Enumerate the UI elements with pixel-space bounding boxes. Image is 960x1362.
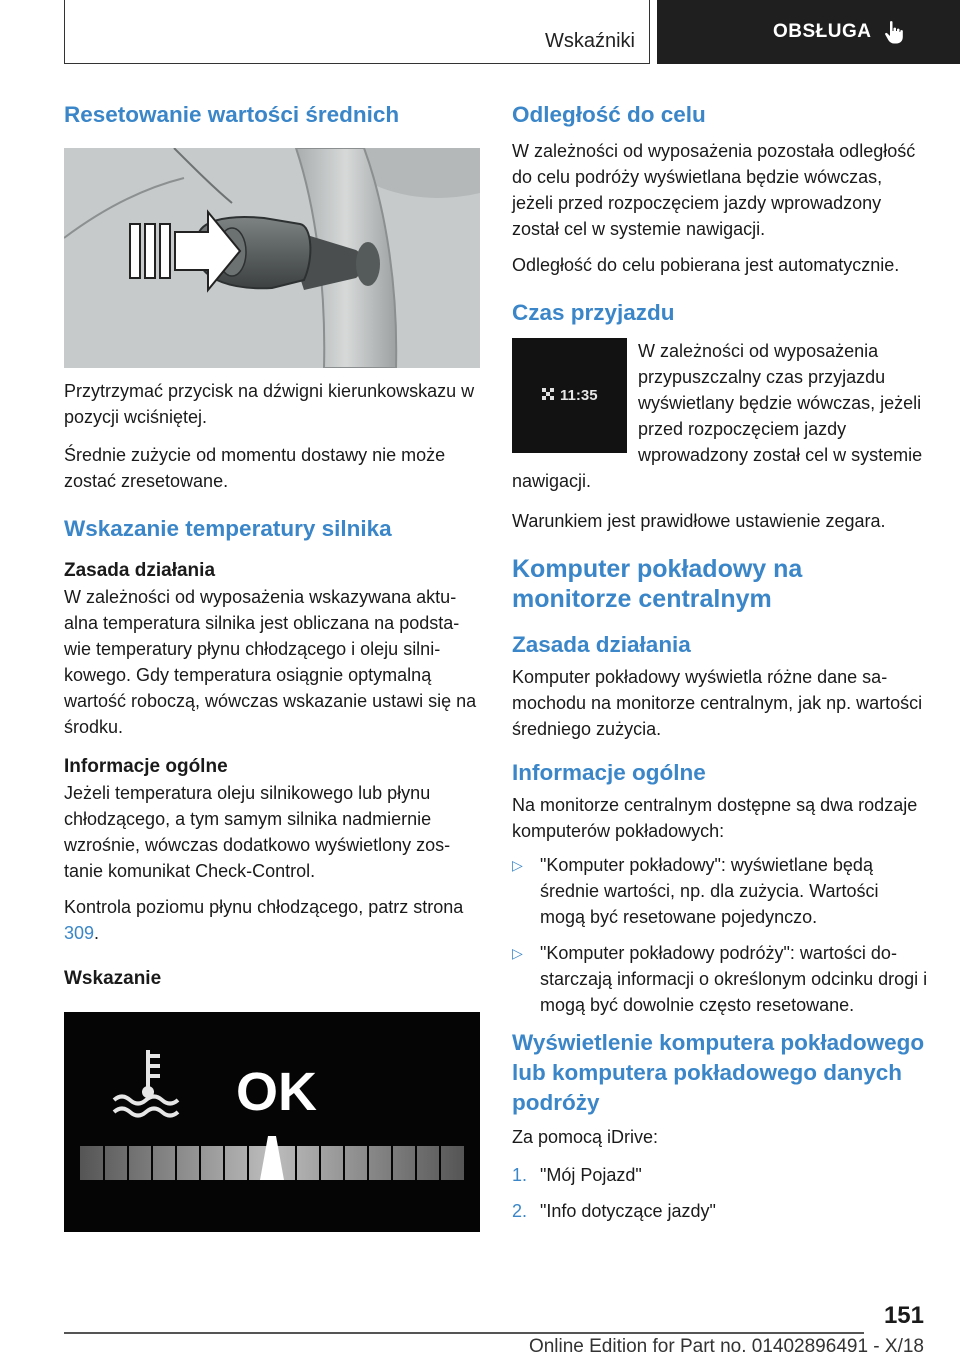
paragraph-distance-auto: Odległość do celu pobierana jest automatycznie. — [512, 255, 900, 275]
left-column — [64, 100, 480, 1232]
heading-reset-averages: Resetowanie wartości średnich — [64, 102, 400, 127]
paragraph-computer-principle: Komputer pokładowy wyświetla różne dane samochodu na monitorze centralnym, jak np. wartości średniego zużycia. — [512, 667, 923, 739]
edition-note: Online Edition for Part no. 01402896491 - X/18 — [528, 1336, 924, 1357]
arrival-time-display-image — [512, 338, 627, 453]
subheading-principle: Zasada działania — [64, 560, 216, 581]
heading-principle: Zasada działania — [512, 632, 691, 657]
coolant-check-text: Kontrola poziomu płynu chłodzącego, patrz strona — [64, 897, 464, 917]
step-item[interactable] — [512, 1162, 928, 1188]
paragraph-average-reset: Średnie zużycie od momentu dostawy nie może zostać zresetowane. — [64, 445, 446, 491]
paragraph-hold-button: Przytrzymać przycisk na dźwigni kierunkowskazu w pozycji wciśniętej. — [64, 381, 475, 427]
step-text: "Info dotyczące jazdy" — [540, 1201, 716, 1221]
paragraph-clock: Warunkiem jest prawidłowe ustawienie zegara. — [512, 511, 886, 531]
paragraph-arrival-time: W zależności od wyposażenia przypuszczalny czas przyjazdu wyświetlany będzie wówczas, jeżeli przed rozpoczęciem jazdy wprowadzony został cel w systemie nawigacji. — [512, 341, 923, 491]
right-column — [512, 100, 928, 1234]
computer-types-list — [512, 852, 928, 1018]
chapter-label: OBSŁUGA — [773, 21, 872, 42]
subheading-general-info: Informacje ogólne — [64, 756, 228, 777]
step-number: 1. — [512, 1165, 528, 1185]
heading-general-info: Informacje ogólne — [512, 760, 706, 785]
engine-temperature-display-image — [64, 1012, 480, 1232]
step-item[interactable] — [512, 1198, 928, 1224]
paragraph-distance: W zależności od wyposażenia pozostała odległość do celu podróży wyświetlana będzie wówczas, jeżeli przed rozpoczęciem jazdy wprowadzony został cel w systemie nawigacji. — [512, 141, 916, 239]
step-text: "Mój Pojazd" — [540, 1165, 642, 1185]
running-header — [64, 0, 650, 64]
arrival-time-value: 11:35 — [560, 387, 598, 404]
triangle-bullet-icon: ▷ — [512, 945, 523, 961]
paragraph-coolant-check — [64, 894, 480, 946]
heading-onboard-computer: Komputer pokładowy na monitorze centralnym — [512, 555, 803, 613]
coolant-check-end: . — [94, 923, 100, 943]
step-number: 2. — [512, 1201, 528, 1221]
section-title: Wskaźniki — [544, 30, 635, 52]
heading-arrival-time: Czas przyjazdu — [512, 300, 675, 325]
triangle-bullet-icon: ▷ — [512, 857, 523, 873]
heading-distance-to-destination: Odległość do celu — [512, 102, 706, 127]
heading-engine-temperature: Wskazanie temperatury silnika — [64, 516, 392, 541]
pointing-hand-icon — [884, 20, 906, 44]
subheading-display: Wskazanie — [64, 968, 162, 989]
list-item-text: "Komputer pokładowy": wyświetlane będą średnie wartości, np. dla zużycia. Wartości mogą być resetowane pojedynczo. — [540, 855, 879, 927]
paragraph-principle: W zależności od wyposażenia wskazywana aktualna temperatura silnika jest obliczana na podstawie temperatury płynu chłodzącego i oleju silnikowego. Gdy temperatura osiągnie optymalną wartość roboczą, wówczas wskazanie ustawi się na środku. — [64, 587, 477, 737]
paragraph-idrive: Za pomocą iDrive: — [512, 1127, 659, 1147]
list-item-text: "Komputer pokładowy podróży": wartości dostarczają informacji o określonym odcinku drogi i mogą być dowolnie często resetowane. — [540, 943, 928, 1015]
turn-signal-lever-image — [64, 148, 480, 368]
page-number: 151 — [883, 1302, 924, 1329]
page-link-309[interactable]: 309 — [64, 923, 95, 943]
paragraph-general-info: Jeżeli temperatura oleju silnikowego lub płynu chłodzącego, a tym samym silnika nadmiernie wzrośnie, wówczas dodatkowo wyświetlony zostanie komunikat Check-Control. — [64, 783, 451, 881]
heading-show-computer: Wyświetlenie komputera pokładowego lub komputera pokładowego danych podróży — [512, 1030, 925, 1115]
list-item — [512, 940, 928, 1018]
footer-divider — [64, 1332, 864, 1334]
list-item — [512, 852, 928, 930]
chapter-tab[interactable] — [657, 0, 960, 64]
paragraph-computer-types: Na monitorze centralnym dostępne są dwa rodzaje komputerów pokładowych: — [512, 795, 918, 841]
idrive-steps — [512, 1162, 928, 1224]
temp-ok-label: OK — [236, 1062, 317, 1122]
